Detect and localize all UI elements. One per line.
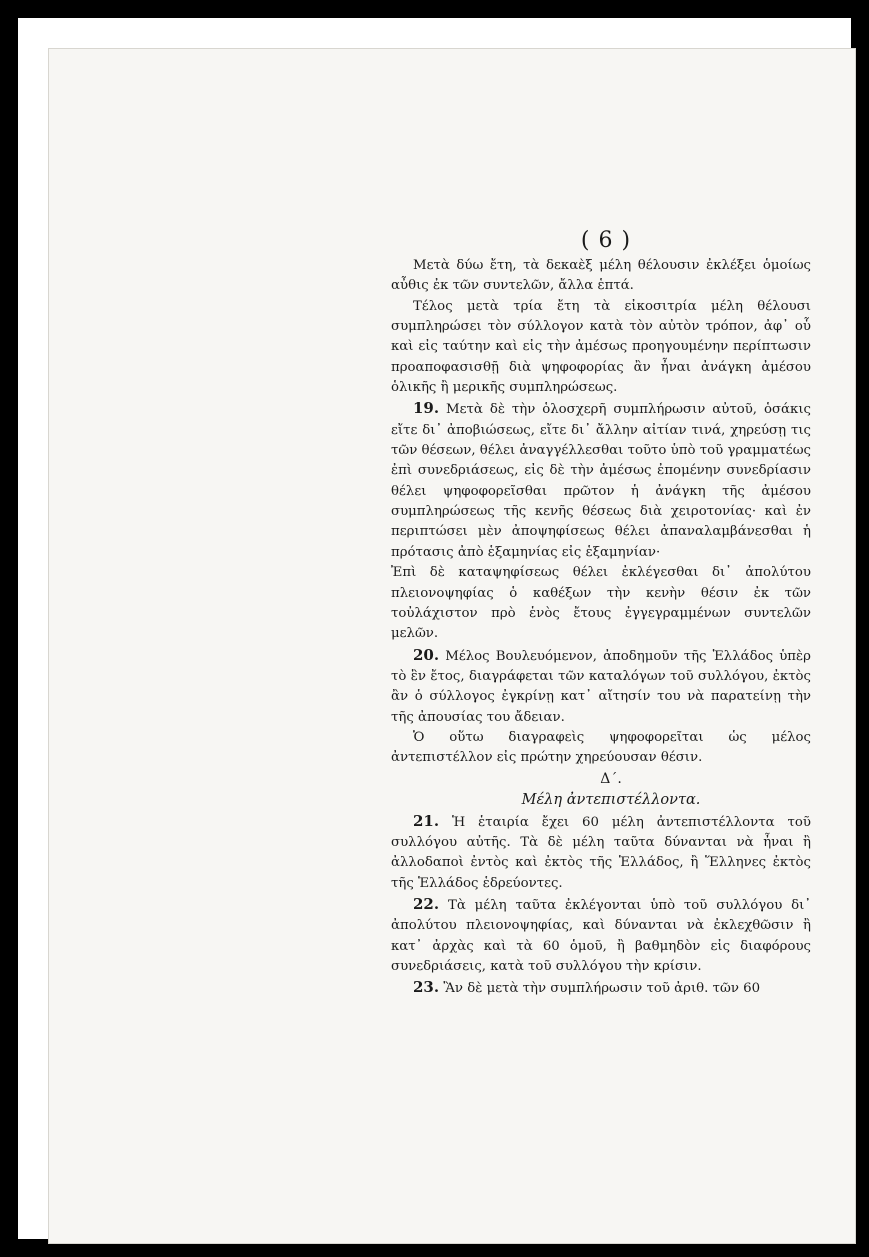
page-number: ( 6 ): [580, 228, 632, 253]
article-text: Τὰ μέλη ταῦτα ἐκλέγονται ὑπὸ τοῦ συλλόγου δι᾽ ἀπολύτου πλειονοψηφίας, καὶ δύνανται νὰ ἐκλεχθῶσιν ἢ κατ᾽ ἀρχὰς καὶ τὰ 60 ὁμοῦ, ἢ βαθμηδὸν εἰς διαφόρους συνεδριάσεις, κατὰ τοῦ συλλόγου τὴν κρίσιν.: [391, 897, 811, 974]
article-text: Μετὰ δὲ τὴν ὁλοσχερῆ συμπλήρωσιν αὐτοῦ, ὁσάκις εἴτε δι᾽ ἀποβιώσεως, εἴτε δι᾽ ἄλλην αἰτίαν τινά, χηρεύσῃ τις τῶν θέσεων, θέλει ἀναγγέλλεσθαι τοῦτο ὑπὸ τοῦ γραμματέως ἐπὶ συνεδριάσεως, εἰς δὲ τὴν ἀμέσως ἐπομένην συνεδρίασιν θέλει ψηφοφορεῖσθαι πρῶτον ἡ ἀνάγκη τῆς ἀμέσου συμπληρώσεως τῆς κενῆς θέσεως διὰ χειροτονίας· καὶ ἐν περιπτώσει μὲν ἀποψηφίσεως θέλει ἀπαναλαμβάνεσθαι ἡ πρότασις ἀπὸ ἑξαμηνίας εἰς ἑξαμηνίαν·: [391, 402, 811, 560]
section-letter: Δ΄.: [600, 770, 622, 787]
section-title: Μέλη ἀντεπιστέλλοντα.: [521, 791, 701, 808]
page-sheet: [48, 48, 856, 1244]
scan-frame: [18, 18, 851, 1239]
article-number: 19.: [413, 399, 440, 418]
paragraph: Τέλος μετὰ τρία ἔτη τὰ εἰκοσιτρία μέλη θέλουσι συμπληρώσει τὸν σύλλογον κατὰ τὸν αὐτὸν τρόπον, ἀφ᾽ οὗ καὶ εἰς ταύτην καὶ εἰς τὴν ἀμέσως προηγουμένην περίπτωσιν προαποφασισθῇ διὰ ψηφοφορίας ἂν ἦναι ἀνάγκη ἀμέσου ὁλικῆς ἢ μερικῆς συμπληρώσεως.: [391, 298, 811, 396]
article-number: 23.: [413, 978, 440, 997]
paragraph: Ὁ οὕτω διαγραφεὶς ψηφοφορεῖται ὡς μέλος ἀντεπιστέλλον εἰς πρώτην χηρεύουσαν θέσιν.: [391, 729, 811, 766]
paragraph-23: [391, 977, 811, 999]
paragraph-20: [391, 645, 811, 728]
article-text: Ἡ ἑταιρία ἔχει 60 μέλη ἀντεπιστέλλοντα τοῦ συλλόγου αὐτῆς. Τὰ δὲ μέλη ταῦτα δύνανται νὰ ἦναι ἢ ἀλλοδαποὶ ἐντὸς καὶ ἐκτὸς τῆς Ἑλλάδος, ἢ Ἕλληνες ἐκτὸς τῆς Ἑλλάδος ἑδρεύοντες.: [391, 814, 811, 891]
paragraph-22: [391, 894, 811, 977]
article-text: Μέλος Βουλευόμενον, ἀποδημοῦν τῆς Ἑλλάδος ὑπὲρ τὸ ἓν ἔτος, διαγράφεται τῶν καταλόγων τοῦ συλλόγου, ἐκτὸς ἂν ὁ σύλλογος ἐγκρίνῃ κατ᾽ αἴτησίν του νὰ παρατείνῃ τὴν τῆς ἀπουσίας του ἄδειαν.: [391, 648, 811, 725]
paragraph: Μετὰ δύω ἔτη, τὰ δεκαὲξ μέλη θέλουσιν ἐκλέξει ὁμοίως αὖθις ἐκ τῶν συντελῶν, ἄλλα ἑπτά.: [391, 258, 811, 294]
article-number: 22.: [413, 894, 440, 913]
paragraph-19: [391, 398, 811, 563]
article-number: 21.: [413, 811, 440, 830]
text-column: [391, 226, 811, 1000]
article-number: 20.: [413, 645, 440, 664]
paragraph: Ἐπὶ δὲ καταψηφίσεως θέλει ἐκλέγεσθαι δι᾽ ἀπολύτου πλειονοψηφίας ὁ καθέξων τὴν κενὴν θέσιν ἐκ τῶν τοὐλάχιστον πρὸ ἑνὸς ἔτους ἐγγεγραμμένων συντελῶν μελῶν.: [391, 565, 811, 642]
article-text: Ἂν δὲ μετὰ τὴν συμπλήρωσιν τοῦ ἀριθ. τῶν 60: [443, 981, 761, 997]
paragraph-21: [391, 811, 811, 894]
